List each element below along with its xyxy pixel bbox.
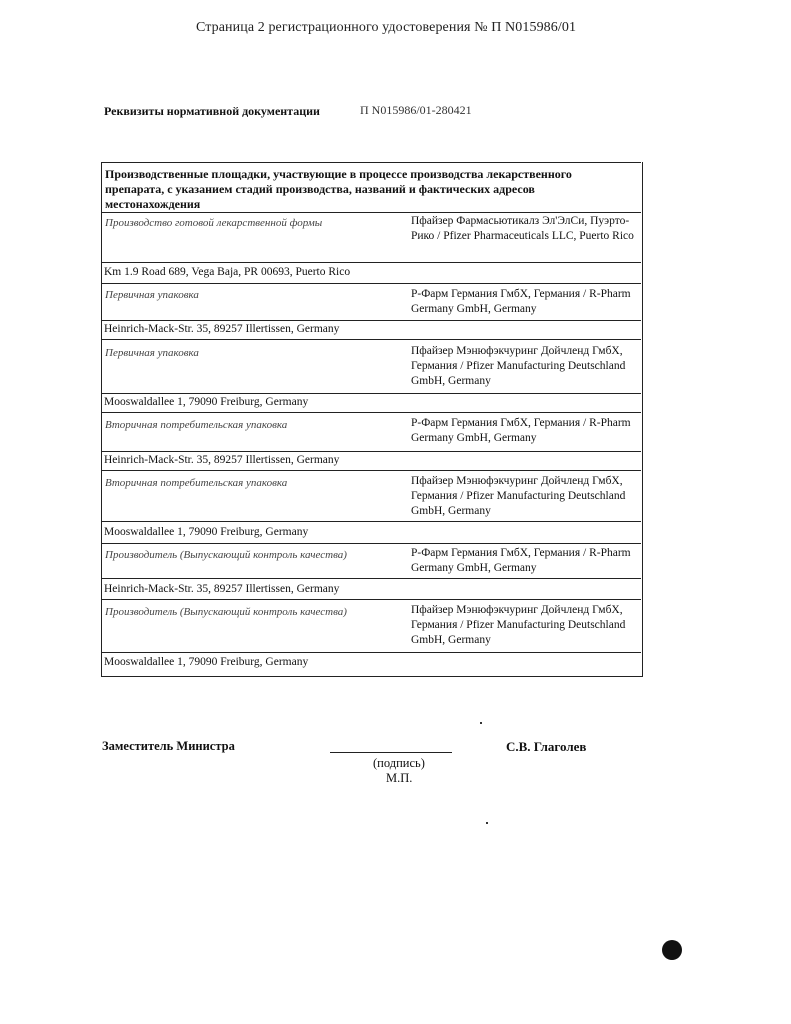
row-address: Heinrich-Mack-Str. 35, 89257 Illertissen, Germany bbox=[104, 323, 340, 335]
scan-speck bbox=[486, 822, 488, 824]
row-divider bbox=[101, 412, 641, 413]
row-company: Р-Фарм Германия ГмбХ, Германия / R-Pharm Germany GmbH, Germany bbox=[411, 547, 631, 574]
row-address: Mooswaldallee 1, 79090 Freiburg, Germany bbox=[104, 526, 309, 538]
row-divider bbox=[101, 339, 641, 340]
row-divider bbox=[101, 451, 641, 452]
row-divider bbox=[101, 212, 641, 213]
row-divider bbox=[101, 521, 641, 522]
row-divider bbox=[101, 578, 641, 579]
row-divider bbox=[101, 470, 641, 471]
row-divider bbox=[101, 599, 641, 600]
row-address: Heinrich-Mack-Str. 35, 89257 Illertissen, Germany bbox=[104, 454, 340, 466]
row-address: Mooswaldallee 1, 79090 Freiburg, Germany bbox=[104, 396, 309, 408]
scan-speck bbox=[480, 722, 482, 724]
row-company: Пфайзер Мэнюфэкчуринг Дойчленд ГмбХ, Германия / Pfizer Manufacturing Deutschland GmbH, Germany bbox=[411, 475, 626, 517]
table-top-border bbox=[101, 162, 641, 163]
row-divider bbox=[101, 262, 641, 263]
row-address: Mooswaldallee 1, 79090 Freiburg, Germany bbox=[104, 656, 309, 668]
row-stage: Первичная упаковка bbox=[105, 347, 199, 359]
row-divider bbox=[101, 320, 641, 321]
requisites-label: Реквизиты нормативной документации bbox=[104, 104, 320, 118]
row-stage: Производство готовой лекарственной формы bbox=[105, 217, 323, 229]
row-divider bbox=[101, 652, 641, 653]
seal-mark: М.П. bbox=[386, 771, 413, 785]
signatory-title: Заместитель Министра bbox=[102, 739, 235, 753]
row-divider bbox=[101, 543, 641, 544]
table-intro: Производственные площадки, участвующие в процессе производства лекарственного препарата, с указанием стадий производства, названий и фактических адресов местонахождения bbox=[105, 167, 572, 211]
row-divider bbox=[101, 393, 641, 394]
row-divider bbox=[101, 283, 641, 284]
requisites-value: П N015986/01-280421 bbox=[360, 103, 472, 117]
row-company: Р-Фарм Германия ГмбХ, Германия / R-Pharm Germany GmbH, Germany bbox=[411, 288, 631, 315]
row-stage: Производитель (Выпускающий контроль качества) bbox=[105, 606, 347, 618]
row-stage: Первичная упаковка bbox=[105, 289, 199, 301]
row-company: Пфайзер Мэнюфэкчуринг Дойчленд ГмбХ, Германия / Pfizer Manufacturing Deutschland GmbH, Germany bbox=[411, 345, 626, 387]
row-company: Пфайзер Мэнюфэкчуринг Дойчленд ГмбХ, Германия / Pfizer Manufacturing Deutschland GmbH, Germany bbox=[411, 604, 626, 646]
signature-line bbox=[330, 752, 452, 753]
punch-hole-dot bbox=[662, 940, 682, 960]
row-stage: Производитель (Выпускающий контроль качества) bbox=[105, 549, 347, 561]
signature-caption: (подпись) bbox=[373, 756, 425, 770]
page-header: Страница 2 регистрационного удостоверения № П N015986/01 bbox=[196, 20, 577, 35]
row-address: Km 1.9 Road 689, Vega Baja, PR 00693, Puerto Rico bbox=[104, 266, 351, 278]
row-company: Р-Фарм Германия ГмбХ, Германия / R-Pharm Germany GmbH, Germany bbox=[411, 417, 631, 444]
row-address: Heinrich-Mack-Str. 35, 89257 Illertissen, Germany bbox=[104, 583, 340, 595]
row-stage: Вторичная потребительская упаковка bbox=[105, 419, 288, 431]
row-stage: Вторичная потребительская упаковка bbox=[105, 477, 288, 489]
signatory-name: С.В. Глаголев bbox=[506, 739, 587, 754]
row-company: Пфайзер Фармасьютикалз Эл'ЭлСи, Пуэрто-Рико / Pfizer Pharmaceuticals LLC, Puerto Rico bbox=[411, 215, 634, 242]
